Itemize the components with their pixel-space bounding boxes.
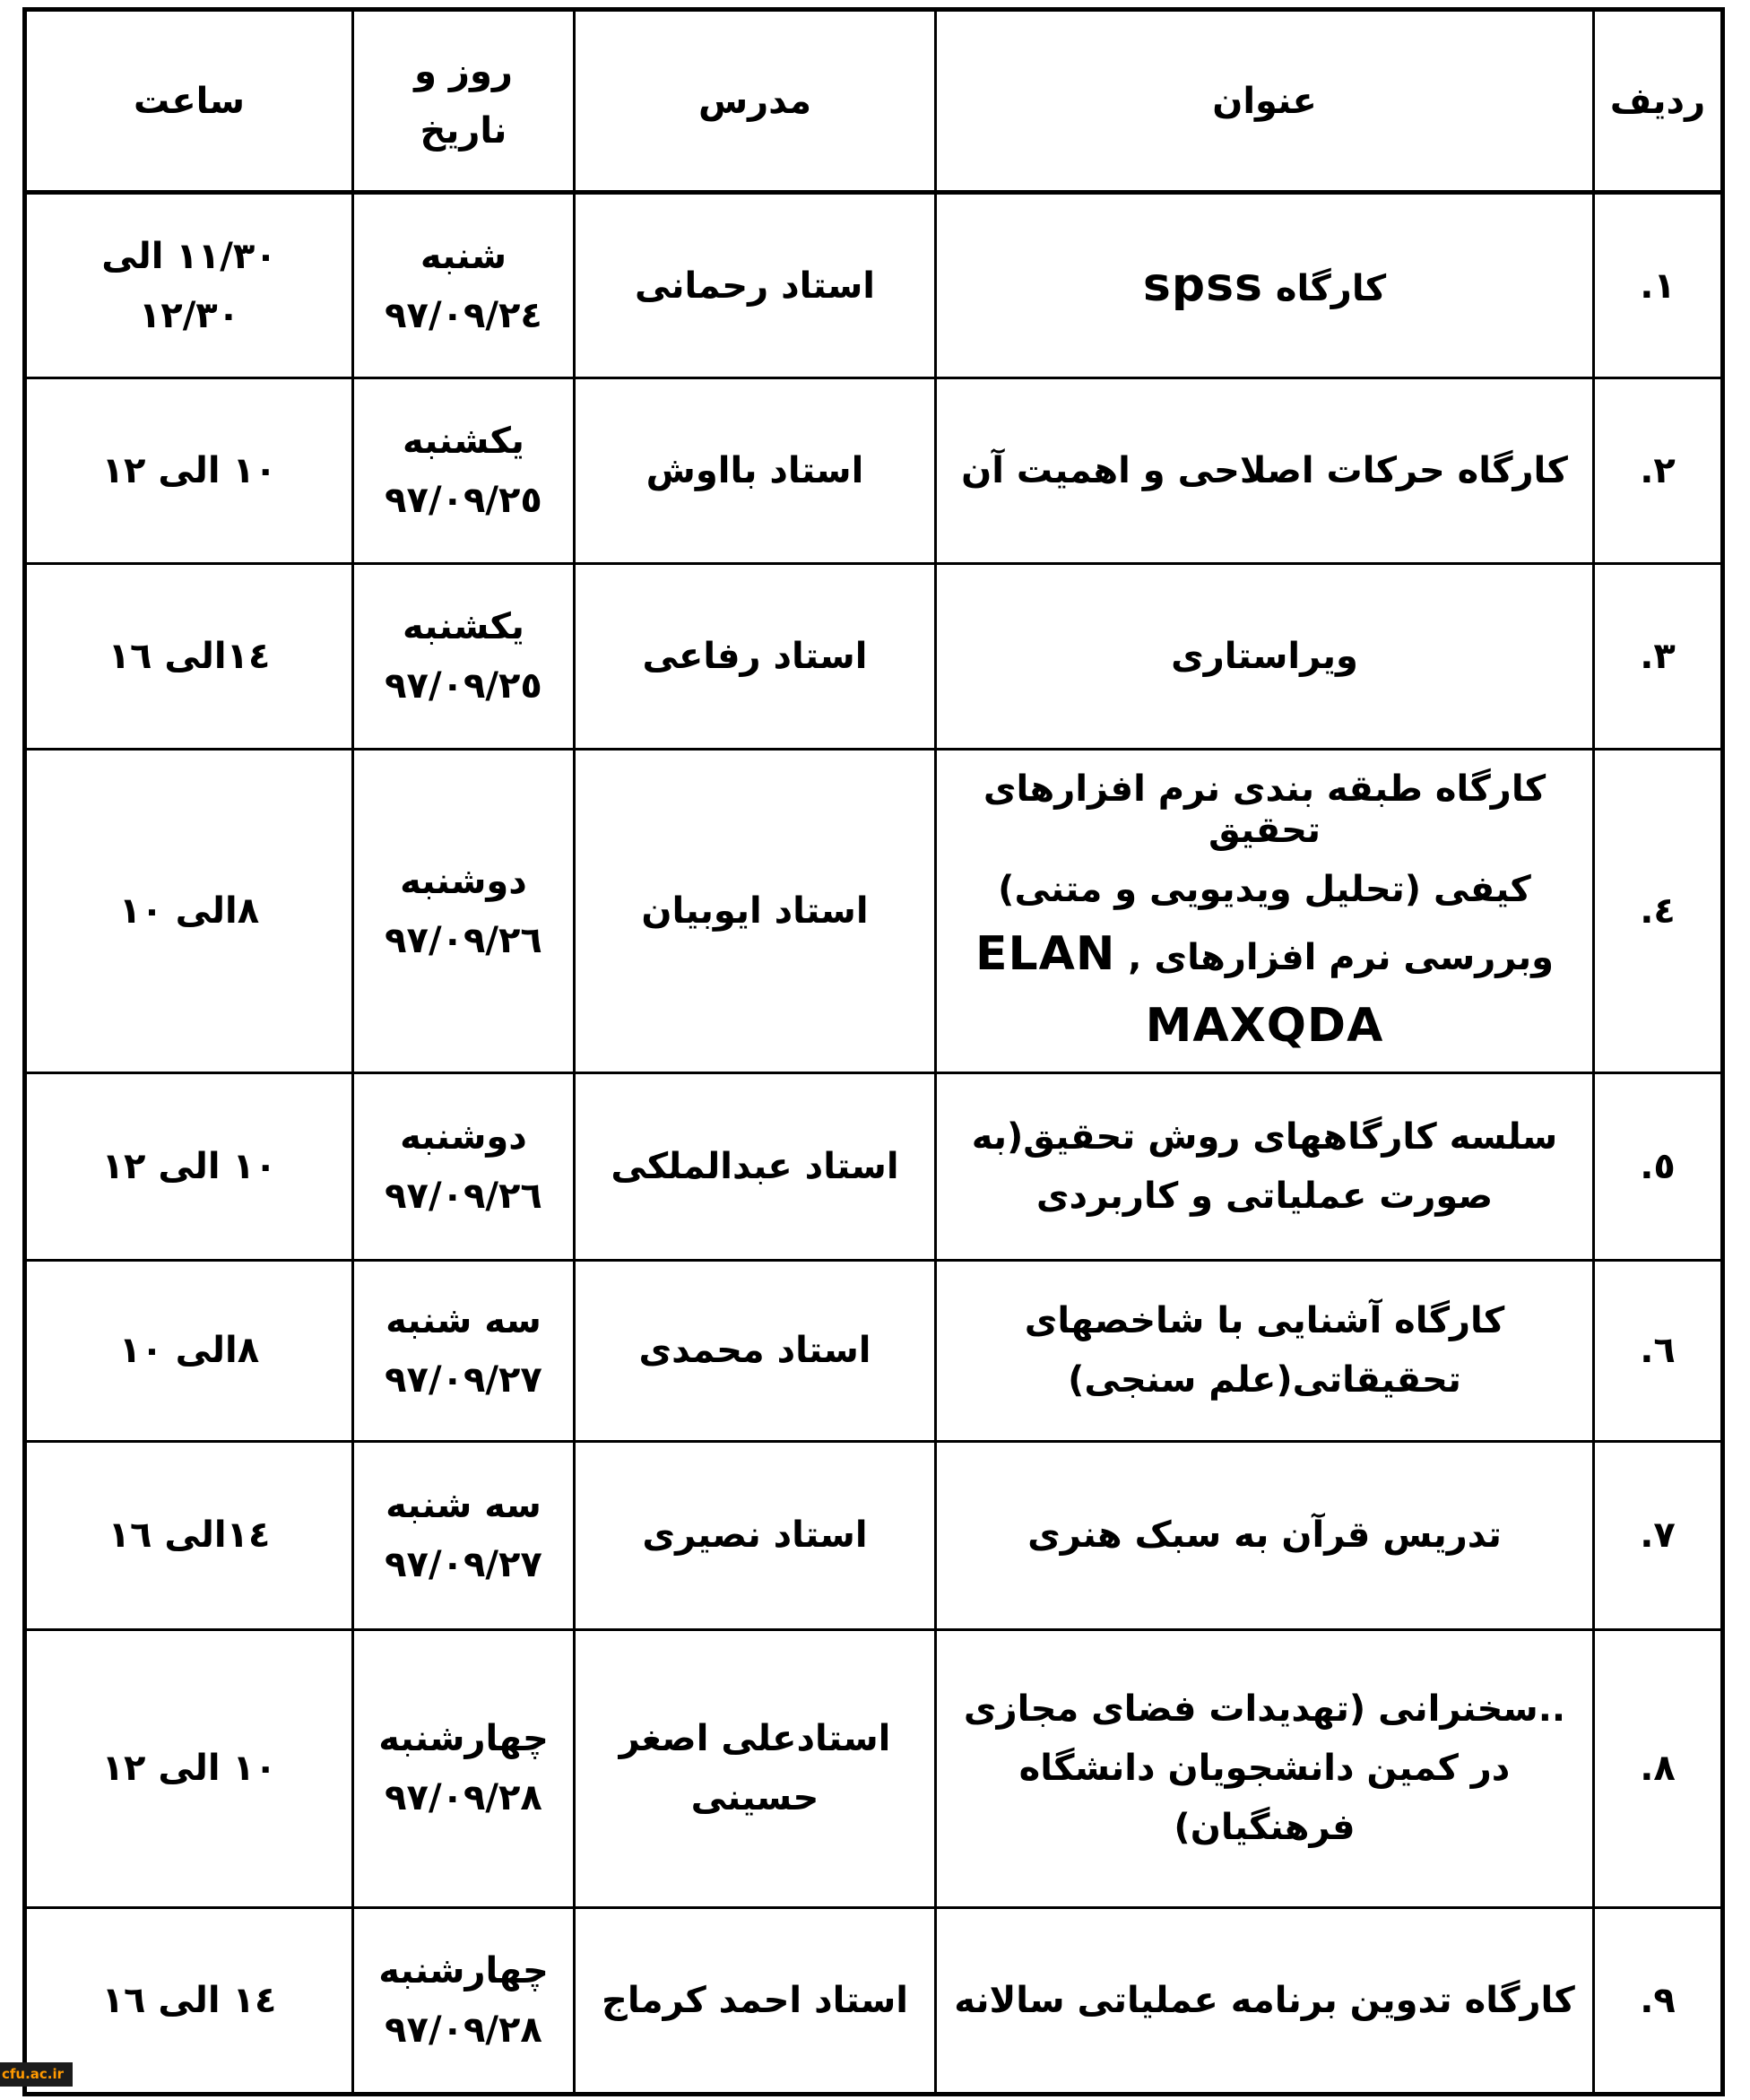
cell-line: ١٠ الی ١٢ (101, 1145, 277, 1187)
cell-line: فرهنگیان) (1174, 1807, 1356, 1849)
cell-line: ١٠ الی ١٢ (101, 1748, 277, 1790)
header-label: عنوان (1212, 80, 1317, 122)
cell-onvan (936, 1441, 1594, 1629)
cell-line: یکشنبه (403, 606, 524, 647)
header-radif (1594, 10, 1723, 193)
cell-line: ٨. (1640, 1748, 1676, 1790)
cell-modarres (575, 378, 936, 564)
cell-saat (25, 378, 353, 564)
table-row (25, 564, 1723, 750)
cell-line: ٢. (1640, 450, 1676, 491)
cell-line: ٦. (1640, 1330, 1676, 1372)
cell-line: استادعلی اصغر (619, 1718, 891, 1760)
cell-radif (1594, 1072, 1723, 1260)
cell-modarres (575, 193, 936, 378)
cell-line: ١١/٣٠ الی (101, 235, 277, 277)
latin-term: MAXQDA (1145, 998, 1384, 1053)
cell-line: استاد رحمانی (634, 265, 876, 307)
cell-line: ٩٧/٠٩/٢٨ (385, 1777, 542, 1819)
cell-line: سه شنبه (386, 1485, 541, 1527)
cell-line: ٩٧/٠٩/٢٨ (385, 2009, 542, 2051)
cell-line: ٩٧/٠٩/٢٧ (385, 1544, 542, 1586)
cell-line: استاد بااوش (645, 450, 864, 491)
cell-modarres (575, 1441, 936, 1629)
cell-line: ١٠ الی ١٢ (101, 450, 277, 491)
cell-saat (25, 193, 353, 378)
cell-modarres (575, 750, 936, 1073)
cell-line: کارگاه تدوین برنامه عملیاتی سالانه (954, 1979, 1575, 2021)
cell-line: دوشنبه (400, 1115, 527, 1158)
schedule-body (25, 193, 1723, 2095)
cell-modarres (575, 1072, 936, 1260)
cell-modarres (575, 1629, 936, 1907)
cell-radif (1594, 1907, 1723, 2094)
table-header (25, 10, 1723, 193)
cell-radif (1594, 564, 1723, 750)
cell-line: کیفی (تحلیل ویدیویی و متنی) (998, 869, 1531, 910)
cell-onvan (936, 564, 1594, 750)
latin-term: spss (1142, 257, 1263, 312)
cell-line: وبررسی نرم افزارهای , ELAN (975, 927, 1555, 981)
cell-onvan (936, 1907, 1594, 2094)
cell-modarres (575, 1260, 936, 1441)
cell-line: ٥. (1640, 1145, 1676, 1187)
cell-line: کارگاه طبقه بندی نرم افزارهای تحقیق (983, 768, 1546, 851)
cell-saat (25, 1260, 353, 1441)
schedule-table (22, 7, 1725, 2096)
header-label: ساعت (133, 80, 246, 122)
cell-saat (25, 564, 353, 750)
cell-line: ٧. (1640, 1514, 1676, 1557)
cell-line: ٨الی ١٠ (118, 889, 260, 932)
cell-line: کارگاه حرکات اصلاحی و اهمیت آن (961, 450, 1568, 491)
cell-line: تحقیقاتی(علم سنجی) (1068, 1359, 1461, 1401)
watermark: cfu.ac.ir (0, 2062, 73, 2087)
cell-line: سه شنبه (386, 1300, 541, 1342)
cell-onvan (936, 750, 1594, 1073)
cell-radif (1594, 378, 1723, 564)
cell-onvan (936, 1072, 1594, 1260)
cell-radif (1594, 1629, 1723, 1907)
cell-line: ٩٧/٠٩/٢٧ (385, 1359, 542, 1401)
cell-line: ١٤الی ١٦ (108, 1514, 271, 1557)
cell-line: شنبه (420, 235, 507, 277)
cell-rooz (353, 1441, 575, 1629)
cell-rooz (353, 1629, 575, 1907)
table-row (25, 750, 1723, 1073)
cell-modarres (575, 564, 936, 750)
cell-line: ١٤الی ١٦ (108, 636, 271, 677)
cell-line: ١٤ الی ١٦ (101, 1979, 277, 2021)
cell-line: یکشنبه (403, 421, 524, 462)
cell-line: استاد نصیری (642, 1514, 868, 1557)
header-saat (25, 10, 353, 193)
cell-line: صورت عملیاتی و کاربردی (1035, 1175, 1494, 1217)
table-row (25, 1441, 1723, 1629)
cell-saat (25, 1072, 353, 1260)
cell-modarres (575, 1907, 936, 2094)
cell-line: کارگاه آشنایی با شاخصهای (1024, 1300, 1505, 1342)
cell-line: ٤. (1640, 889, 1676, 932)
cell-saat (25, 1629, 353, 1907)
cell-line: استاد احمد کرماج (602, 1979, 908, 2021)
cell-line: استاد محمدی (638, 1330, 871, 1372)
cell-line: تدریس قرآن به سبک هنری (1027, 1514, 1502, 1557)
cell-line: ویراستاری (1171, 636, 1358, 677)
cell-radif (1594, 1260, 1723, 1441)
cell-line: ١٢/٣٠ (138, 294, 240, 336)
cell-rooz (353, 1260, 575, 1441)
cell-line: ١. (1640, 265, 1676, 307)
cell-rooz (353, 1072, 575, 1260)
cell-radif (1594, 1441, 1723, 1629)
cell-saat (25, 750, 353, 1073)
cell-line: ٩. (1640, 1979, 1676, 2021)
cell-line: چهارشنبه (378, 1949, 549, 1992)
cell-line (944, 1000, 1585, 1054)
cell-line: ٣. (1640, 636, 1676, 677)
cell-saat (25, 1907, 353, 2094)
table-row (25, 378, 1723, 564)
cell-line: چهارشنبه (378, 1718, 549, 1760)
cell-line: ٩٧/٠٩/٢٦ (385, 919, 542, 961)
table-row (25, 193, 1723, 378)
cell-line: کارگاه spss (1142, 257, 1387, 312)
cell-line: دوشنبه (400, 860, 527, 902)
header-label: مدرس (697, 80, 812, 122)
cell-rooz (353, 750, 575, 1073)
header-modarres (575, 10, 936, 193)
cell-line: حسینی (690, 1777, 819, 1819)
header-onvan (936, 10, 1594, 193)
table-row (25, 1907, 1723, 2094)
cell-onvan (936, 1629, 1594, 1907)
cell-line: استاد رفاعی (642, 636, 868, 677)
cell-line: استاد عبدالملکی (611, 1145, 899, 1187)
cell-rooz (353, 1907, 575, 2094)
cell-onvan (936, 1260, 1594, 1441)
cell-line: ..سخنرانی (تهدیدات فضای مجازی (963, 1688, 1566, 1731)
cell-rooz (353, 564, 575, 750)
header-rooz (353, 10, 575, 193)
cell-saat (25, 1441, 353, 1629)
cell-line: استاد ایوبیان (641, 889, 869, 932)
latin-term: ELAN (975, 927, 1116, 981)
header-label-line: روز و (414, 50, 513, 92)
cell-line: ٩٧/٠٩/٢٥ (385, 665, 542, 707)
cell-line: ٩٧/٠٩/٢٤ (385, 294, 542, 336)
table-row (25, 1629, 1723, 1907)
cell-radif (1594, 193, 1723, 378)
table-row (25, 1260, 1723, 1441)
cell-radif (1594, 750, 1723, 1073)
table-row (25, 1072, 1723, 1260)
cell-onvan (936, 378, 1594, 564)
header-row (25, 10, 1723, 193)
cell-line: در کمین دانشجویان دانشگاه (1018, 1748, 1511, 1790)
cell-line: سلسه کارگاههای روش تحقیق(به (971, 1115, 1558, 1158)
cell-onvan (936, 193, 1594, 378)
cell-line: ٩٧/٠٩/٢٦ (385, 1175, 542, 1217)
cell-line: ٨الی ١٠ (118, 1330, 260, 1372)
header-label: ردیف (1609, 80, 1706, 122)
cell-rooz (353, 193, 575, 378)
cell-rooz (353, 378, 575, 564)
cell-line: ٩٧/٠٩/٢٥ (385, 480, 542, 521)
header-label-line: ناریخ (420, 109, 507, 152)
